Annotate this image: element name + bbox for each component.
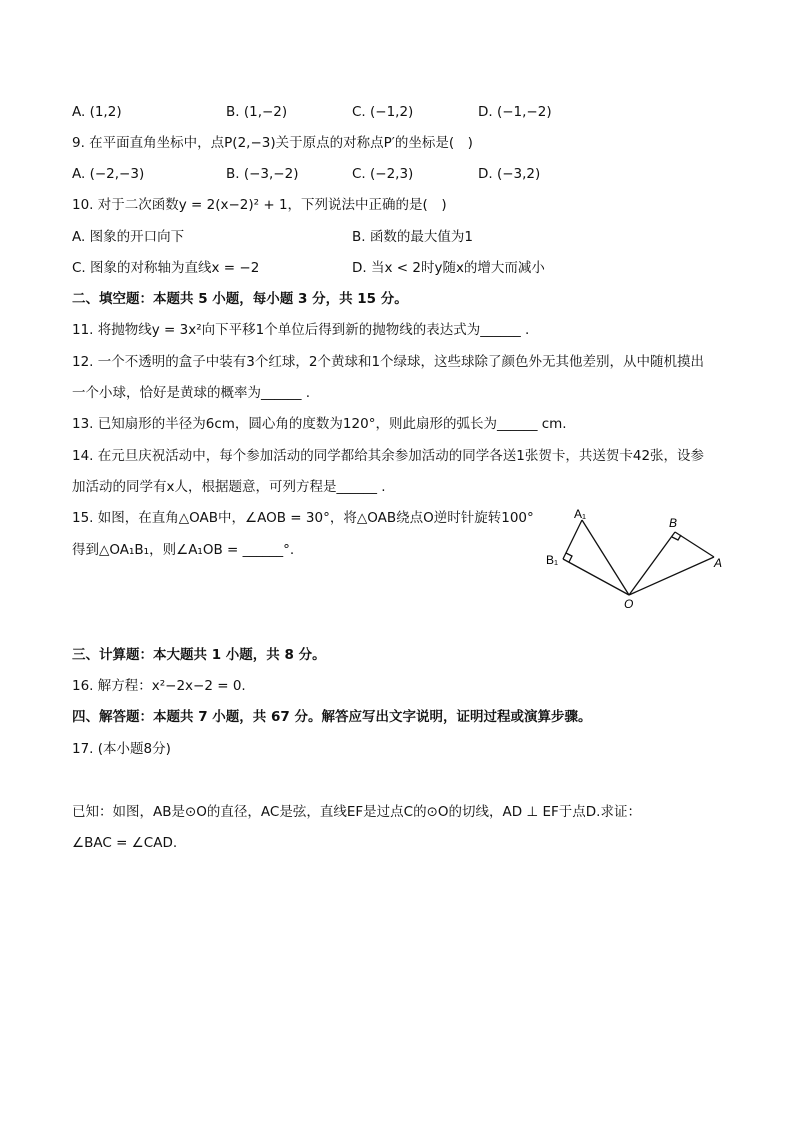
label-a: A <box>714 556 723 570</box>
q14-line2: 加活动的同学有x人，根据题意，可列方程是______ . <box>72 479 386 495</box>
label-b: B <box>669 516 678 530</box>
segment-a-o <box>629 557 714 595</box>
label-b1: B₁ <box>546 553 559 567</box>
q8-option-b: B. (1,−2) <box>226 104 288 120</box>
q8-option-d: D. (−1,−2) <box>478 104 552 120</box>
q17-header: 17. (本小题8分) <box>72 741 171 757</box>
q14-line1: 14. 在元旦庆祝活动中，每个参加活动的同学都给其余参加活动的同学各送1张贺卡，共送贺卡42张，设参 <box>72 448 705 464</box>
q11: 11. 将抛物线y = 3x²向下平移1个单位后得到新的抛物线的表达式为______ . <box>72 322 530 338</box>
label-o: O <box>624 597 634 610</box>
q9-option-d: D. (−3,2) <box>478 166 541 182</box>
q10-option-a: A. 图象的开口向下 <box>72 229 185 245</box>
q15-line1: 15. 如图，在直角△OAB中，∠AOB = 30°，将△OAB绕点O逆时针旋转100° <box>72 510 534 526</box>
q10-stem: 10. 对于二次函数y = 2(x−2)² + 1，下列说法中正确的是( ) <box>72 197 447 213</box>
q10-option-c: C. 图象的对称轴为直线x = −2 <box>72 260 260 276</box>
q8-option-a: A. (1,2) <box>72 104 122 120</box>
q10-option-d: D. 当x < 2时y随x的增大而减小 <box>352 260 545 276</box>
segment-o-a1 <box>582 520 629 595</box>
q9-option-a: A. (−2,−3) <box>72 166 145 182</box>
q15-rotation-figure <box>530 505 730 610</box>
q17-line2: ∠BAC = ∠CAD. <box>72 835 178 851</box>
q17-line1: 已知：如图，AB是⊙O的直径，AC是弦，直线EF是过点C的⊙O的切线，AD ⊥ EF于点D.求证： <box>72 804 641 820</box>
segment-b1-o <box>563 559 629 595</box>
label-a1: A₁ <box>574 507 587 521</box>
section-4-heading: 四、解答题：本题共 7 小题，共 67 分。解答应写出文字说明，证明过程或演算步骤。 <box>72 709 592 725</box>
q9-option-c: C. (−2,3) <box>352 166 414 182</box>
q9-stem: 9. 在平面直角坐标中，点P(2,−3)关于原点的对称点P′的坐标是( ) <box>72 135 473 151</box>
segment-a1-b1 <box>563 520 582 559</box>
q9-option-b: B. (−3,−2) <box>226 166 299 182</box>
q12-line1: 12. 一个不透明的盒子中装有3个红球，2个黄球和1个绿球，这些球除了颜色外无其他差别，从中随机摸出 <box>72 354 705 370</box>
q12-line2: 一个小球，恰好是黄球的概率为______ . <box>72 385 311 401</box>
q8-option-c: C. (−1,2) <box>352 104 414 120</box>
q10-option-b: B. 函数的最大值为1 <box>352 229 473 245</box>
q16: 16. 解方程：x²−2x−2 = 0. <box>72 678 246 694</box>
q15-line2: 得到△OA₁B₁，则∠A₁OB = ______°. <box>72 542 295 558</box>
section-2-heading: 二、填空题：本题共 5 小题，每小题 3 分，共 15 分。 <box>72 291 408 307</box>
q13: 13. 已知扇形的半径为6cm，圆心角的度数为120°，则此扇形的弧长为______ cm. <box>72 416 567 432</box>
section-3-heading: 三、计算题：本大题共 1 小题，共 8 分。 <box>72 647 326 663</box>
segment-o-b <box>629 532 675 595</box>
